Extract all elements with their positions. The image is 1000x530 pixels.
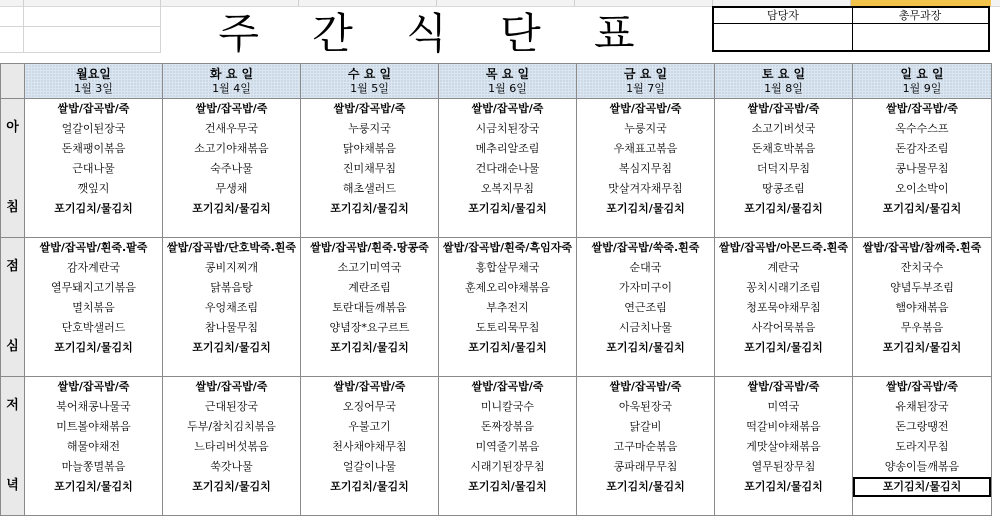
dish-item: 얼갈이나물: [342, 460, 397, 473]
corner-cell[interactable]: [1, 64, 25, 99]
kimchi-item: 포기김치/물김치: [192, 341, 271, 354]
menu-cell[interactable]: [163, 99, 301, 238]
menu-cell[interactable]: [577, 377, 715, 516]
day-header[interactable]: 일 요 일 1월 9일: [853, 64, 992, 99]
day-header[interactable]: 목 요 일 1월 6일: [439, 64, 577, 99]
weekly-menu-table: [0, 63, 992, 516]
menu-cell[interactable]: [301, 238, 439, 377]
dish-item: 떡갈비야채볶음: [746, 420, 821, 433]
dish-item: 게맛살야채볶음: [746, 440, 821, 453]
dish-item: 건새우무국: [204, 122, 259, 135]
dish-item: 천사채야채무침: [332, 440, 407, 453]
kimchi-item: 포기김치/물김치: [192, 202, 271, 215]
day-header[interactable]: 화 요 일 1월 4일: [163, 64, 301, 99]
staple-item: 쌀밥/잡곡밥/죽: [747, 102, 820, 115]
staple-item: 쌀밥/잡곡밥/죽: [57, 380, 130, 393]
meal-label-char: 침: [6, 200, 19, 215]
menu-cell[interactable]: [853, 377, 992, 516]
dish-item: 쑥갓나물: [210, 460, 253, 473]
dish-item: 오복지무침: [480, 182, 535, 195]
dish-item: 닭갈비: [629, 420, 662, 433]
dish-item: 더덕지무침: [756, 162, 811, 175]
day-header-row: [1, 64, 992, 99]
menu-cell[interactable]: [577, 99, 715, 238]
menu-cell[interactable]: [853, 238, 992, 377]
staple-item: 쌀밥/잡곡밥/죽: [886, 380, 958, 393]
menu-cell[interactable]: [25, 99, 163, 238]
menu-cell[interactable]: [163, 377, 301, 516]
dish-item: 고구마순볶음: [613, 440, 678, 453]
dish-item: 닭볶음탕: [210, 281, 253, 294]
meal-label-char: 점: [6, 259, 19, 274]
staple-item: 쌀밥/잡곡밥/죽: [471, 102, 544, 115]
day-header[interactable]: 수 요 일 1월 5일: [301, 64, 439, 99]
dish-item: 소고기버섯국: [751, 122, 816, 135]
manager-label: 담당자: [714, 8, 853, 24]
kimchi-item: 포기김치/물김치: [330, 202, 409, 215]
general-affairs-chief-label: 총무과장: [852, 8, 988, 24]
kimchi-item: 포기김치/물김치: [54, 202, 133, 215]
kimchi-item: 포기김치/물김치: [744, 202, 823, 215]
meal-label-char: 아: [6, 120, 19, 135]
dish-item: 두부/참치김치볶음: [187, 420, 276, 433]
dish-item: 미역국: [767, 400, 800, 413]
dish-item: 소고기야채볶음: [194, 142, 269, 155]
kimchi-item: 포기김치/물김치: [606, 341, 685, 354]
dish-item: 무우볶음: [900, 321, 944, 334]
dish-item: 토란대들깨볶음: [332, 301, 407, 314]
dish-item: 메추리알조림: [475, 142, 540, 155]
dish-item: 돈짜장볶음: [480, 420, 535, 433]
dish-item: 돈채호박볶음: [751, 142, 816, 155]
staple-item: 쌀밥/잡곡밥/죽: [471, 380, 544, 393]
dish-item: 양념장*요구르트: [329, 321, 410, 334]
dish-item: 돈채팽이볶음: [61, 142, 126, 155]
page-title: 주 간 식 단 표: [218, 9, 655, 58]
meal-label-char: 녁: [6, 478, 19, 493]
staple-item: 쌀밥/잡곡밥/흰죽.팥죽: [39, 241, 148, 254]
staple-item: 쌀밥/잡곡밥/죽: [57, 102, 130, 115]
dish-item: 잔치국수: [900, 261, 944, 274]
manager-sign-cell[interactable]: [714, 24, 853, 50]
dish-item: 햄야채볶음: [895, 301, 949, 314]
dish-item: 감자계란국: [66, 261, 121, 274]
dish-item: 도토리묵무침: [475, 321, 540, 334]
dish-item: 우불고기: [348, 420, 391, 433]
meal-label-dinner[interactable]: [1, 377, 25, 516]
staple-item: 쌀밥/잡곡밥/죽: [333, 380, 406, 393]
dish-item: 마늘쫑멸볶음: [61, 460, 126, 473]
menu-cell[interactable]: [853, 99, 992, 238]
meal-label-breakfast[interactable]: [1, 99, 25, 238]
kimchi-item: 포기김치/물김치: [606, 480, 685, 493]
dish-item: 훈제오리야채볶음: [464, 281, 550, 294]
dish-item: 열무돼지고기볶음: [50, 281, 136, 294]
dish-item: 근대된장국: [204, 400, 259, 413]
approval-sign-box: [712, 6, 990, 52]
dish-item: 돈그랑땡전: [895, 420, 949, 433]
staple-item: 쌀밥/잡곡밥/쑥죽.흰죽: [591, 241, 700, 254]
menu-cell[interactable]: [715, 99, 853, 238]
kimchi-item: 포기김치/물김치: [468, 341, 547, 354]
staple-item: 쌀밥/잡곡밥/죽: [609, 102, 682, 115]
dish-item: 참나물무침: [204, 321, 259, 334]
meal-row-breakfast: [1, 99, 992, 238]
dish-item: 열무된장무침: [751, 460, 816, 473]
dish-item: 유채된장국: [895, 400, 949, 413]
dish-item: 가자미구이: [618, 281, 673, 294]
dish-item: 순대국: [629, 261, 662, 274]
dish-item: 콩파래무무침: [613, 460, 678, 473]
dish-item: 진미채무침: [342, 162, 397, 175]
meal-row-lunch: [1, 238, 992, 377]
dish-item: 깻잎지: [77, 182, 110, 195]
menu-cell[interactable]: [715, 238, 853, 377]
dish-item: 느타리버섯볶음: [194, 440, 269, 453]
meal-label-char: 저: [6, 398, 19, 413]
dish-item: 해초샐러드: [342, 182, 397, 195]
staple-item: 쌀밥/잡곡밥/단호박죽.흰죽: [166, 241, 297, 254]
menu-cell[interactable]: [301, 377, 439, 516]
meal-label-lunch[interactable]: [1, 238, 25, 377]
day-header[interactable]: 월요일 1월 3일: [25, 64, 163, 99]
menu-cell[interactable]: [301, 99, 439, 238]
staple-item: 쌀밥/잡곡밥/아몬드죽.흰죽: [718, 241, 849, 254]
dish-item: 건다래순나물: [475, 162, 540, 175]
staple-item: 쌀밥/잡곡밥/죽: [886, 102, 958, 115]
kimchi-item: 포기김치/물김치: [853, 477, 991, 497]
dish-item: 닭야채볶음: [342, 142, 397, 155]
dish-item: 아욱된장국: [618, 400, 673, 413]
menu-cell[interactable]: [439, 377, 577, 516]
kimchi-item: 포기김치/물김치: [882, 202, 962, 215]
staple-item: 쌀밥/잡곡밥/죽: [609, 380, 682, 393]
grid-cell[interactable]: [0, 6, 24, 27]
menu-cell[interactable]: [163, 238, 301, 377]
dish-item: 숙주나물: [210, 162, 253, 175]
staple-item: 쌀밥/잡곡밥/흰죽/흑임자죽: [443, 241, 572, 254]
dish-item: 도라지무침: [895, 440, 949, 453]
staple-item: 쌀밥/잡곡밥/죽: [747, 380, 820, 393]
menu-cell[interactable]: [715, 377, 853, 516]
dish-item: 시래기된장무침: [470, 460, 545, 473]
dish-item: 사각어묵볶음: [751, 321, 816, 334]
dish-item: 미역줄기볶음: [475, 440, 540, 453]
kimchi-item: 포기김치/물김치: [744, 480, 823, 493]
staple-item: 쌀밥/잡곡밥/흰죽.땅콩죽: [310, 241, 429, 254]
menu-cell[interactable]: [25, 238, 163, 377]
staple-item: 쌀밥/잡곡밥/참깨죽.흰죽: [862, 241, 982, 254]
day-header[interactable]: 금 요 일 1월 7일: [577, 64, 715, 99]
dish-item: 시금치나물: [618, 321, 673, 334]
dish-item: 부추전지: [486, 301, 529, 314]
dish-item: 단호박샐러드: [61, 321, 126, 334]
dish-item: 근대나물: [72, 162, 115, 175]
dish-item: 우엉채조림: [204, 301, 259, 314]
kimchi-item: 포기김치/물김치: [882, 341, 962, 354]
menu-cell[interactable]: [439, 238, 577, 377]
dish-item: 맛살겨자채무침: [608, 182, 683, 195]
kimchi-item: 포기김치/물김치: [330, 341, 409, 354]
grid-cell[interactable]: [23, 26, 161, 53]
dish-item: 청포묵야채무침: [746, 301, 821, 314]
grid-cell[interactable]: [23, 6, 161, 27]
dish-item: 콩비지찌개: [204, 261, 259, 274]
dish-item: 누룽지국: [348, 122, 391, 135]
menu-cell[interactable]: [25, 377, 163, 516]
dish-item: 얼갈이된장국: [61, 122, 126, 135]
menu-cell[interactable]: [577, 238, 715, 377]
dish-item: 무생채: [215, 182, 248, 195]
kimchi-item: 포기김치/물김치: [468, 480, 547, 493]
dish-item: 땅콩조림: [762, 182, 805, 195]
staple-item: 쌀밥/잡곡밥/죽: [333, 102, 406, 115]
kimchi-item: 포기김치/물김치: [330, 480, 409, 493]
dish-item: 돈감자조림: [895, 142, 949, 155]
dish-item: 북어채콩나물국: [56, 400, 131, 413]
dish-item: 멸치볶음: [72, 301, 115, 314]
kimchi-item: 포기김치/물김치: [192, 480, 271, 493]
staple-item: 쌀밥/잡곡밥/죽: [195, 102, 268, 115]
dish-item: 꽁치시래기조림: [746, 281, 821, 294]
meal-label-char: 심: [6, 339, 19, 354]
kimchi-item: 포기김치/물김치: [744, 341, 823, 354]
meal-row-dinner: [1, 377, 992, 516]
dish-item: 계란조림: [348, 281, 391, 294]
dish-item: 시금치된장국: [475, 122, 540, 135]
dish-item: 우채표고볶음: [613, 142, 678, 155]
dish-item: 오이소박이: [895, 182, 949, 195]
dish-item: 연근조림: [624, 301, 667, 314]
dish-item: 콩나물무침: [895, 162, 949, 175]
dish-item: 복심지무침: [618, 162, 673, 175]
staple-item: 쌀밥/잡곡밥/죽: [195, 380, 268, 393]
kimchi-item: 포기김치/물김치: [54, 480, 133, 493]
dish-item: 양송이들깨볶음: [884, 460, 960, 473]
dish-item: 옥수수스프: [895, 122, 949, 135]
kimchi-item: 포기김치/물김치: [606, 202, 685, 215]
dish-item: 홍합살무채국: [475, 261, 540, 274]
dish-item: 해물야채전: [66, 440, 121, 453]
dish-item: 미트볼야채볶음: [56, 420, 131, 433]
dish-item: 양념두부조림: [890, 281, 954, 294]
kimchi-item: 포기김치/물김치: [54, 341, 133, 354]
menu-cell[interactable]: [439, 99, 577, 238]
kimchi-item: 포기김치/물김치: [468, 202, 547, 215]
dish-item: 누룽지국: [624, 122, 667, 135]
dish-item: 미니칼국수: [480, 400, 535, 413]
day-header[interactable]: 토 요 일 1월 8일: [715, 64, 853, 99]
dish-item: 오징어무국: [342, 400, 397, 413]
dish-item: 소고기미역국: [337, 261, 402, 274]
grid-cell[interactable]: [0, 26, 24, 53]
dish-item: 계란국: [767, 261, 800, 274]
